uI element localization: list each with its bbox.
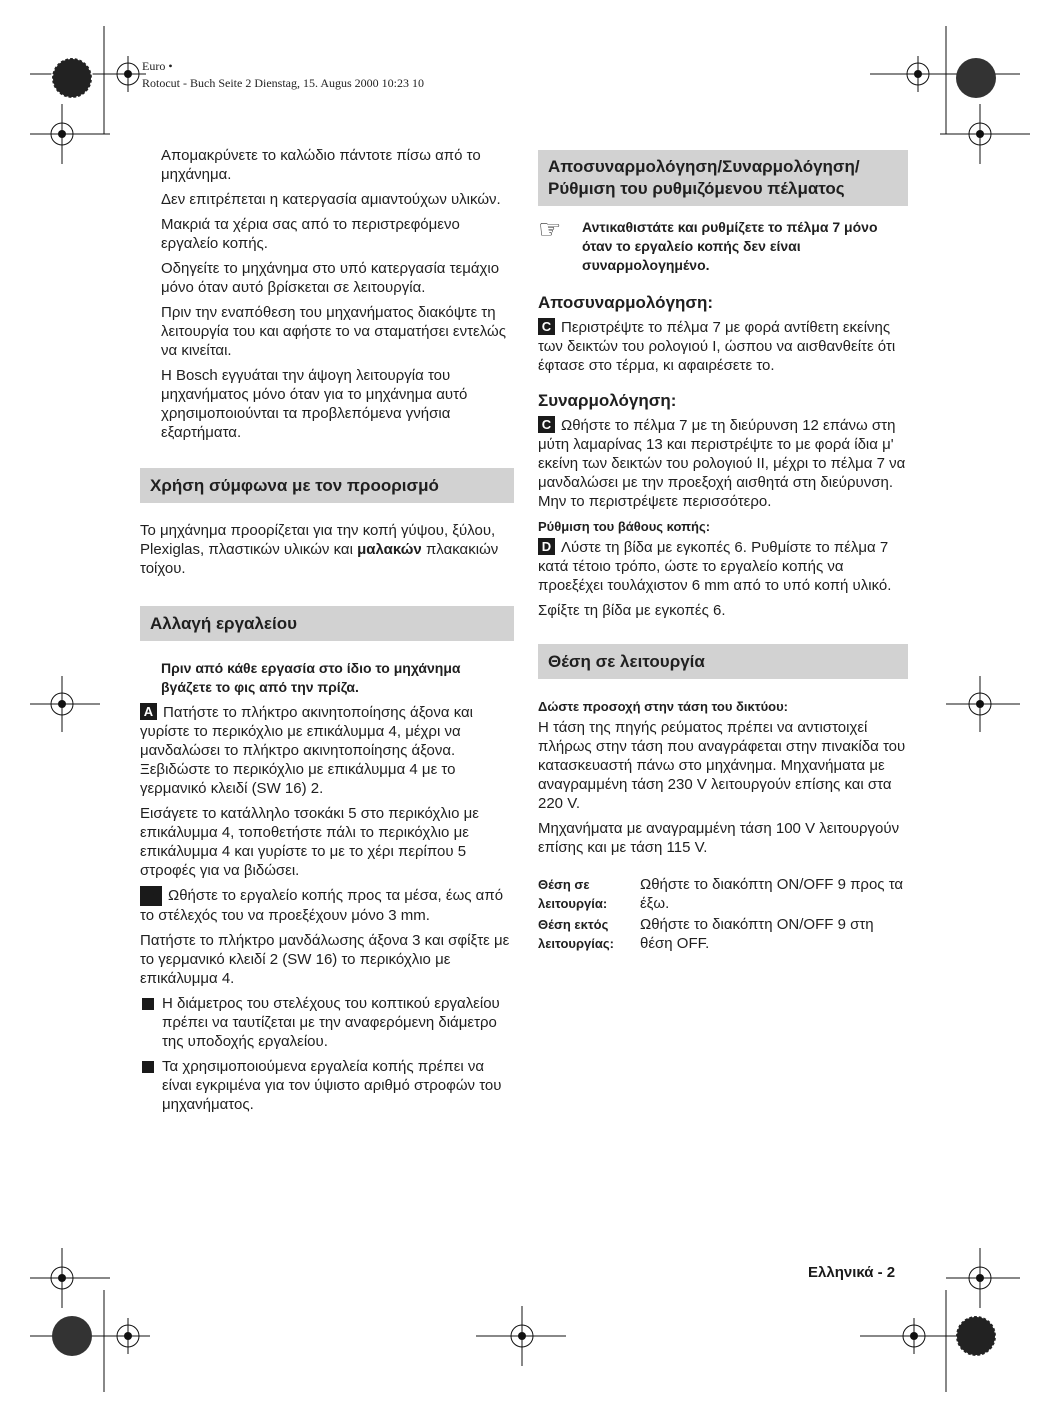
section-heading-intended-use: Χρήση σύμφωνα με τον προορισμό <box>140 468 514 503</box>
intro-paragraph: Οδηγείτε το μηχάνημα στο υπό κατεργασία τεμάχιο μόνο όταν αυτό βρίσκεται σε λειτουργία. <box>161 260 500 296</box>
figure-badge-c: C <box>538 416 555 433</box>
tighten-screw: Σφίξτε τη βίδα με εγκοπές 6. <box>538 602 726 619</box>
assembly-paragraph <box>538 416 908 511</box>
bullet-square-icon <box>142 1061 154 1073</box>
step-b-text: Ωθήστε το εργαλείο κοπής προς τα μέσα, έως από το στέλεχός του να προεξέχουν μόνο 3 mm. <box>140 887 504 924</box>
intended-use-tail: πλακακιών τοίχου. <box>140 541 499 577</box>
subheading-cutting-depth: Ρύθμιση του βάθους κοπής: <box>538 519 711 534</box>
intro-paragraph: Η Bosch εγγυάται την άψογη λειτουργία του μηχανήματος μόνο όταν για το μηχάνημα αυτό χρησιμοποιούνται τα προβλεπόμενα γνήσια εξαρτήματα. <box>161 367 468 441</box>
left-column <box>140 146 514 1120</box>
intro-paragraph: Απομακρύνετε το καλώδιο πάντοτε πίσω από το μηχάνημα. <box>161 147 481 183</box>
step-insert-collet: Εισάγετε το κατάλληλο τσοκάκι 5 στο περικόχλιο με επικάλυμμα 4, τοποθετήστε πάλι το περικόχλιο με επικάλυμμα 4 και γυρίστε το με το χέρι περίπου 5 στροφές για να βιδώσει. <box>140 805 479 879</box>
intro-paragraph: Μακριά τα χέρια σας από το περιστρεφόμενο εργαλείο κοπής. <box>161 216 460 252</box>
subheading-assembly: Συναρμολόγηση: <box>538 391 677 410</box>
subheading-mains-voltage: Δώστε προσοχή στην τάση του δικτύου: <box>538 699 789 714</box>
section-heading-base-plate: Αποσυναρμολόγηση/Συναρμολόγηση/ Ρύθμιση του ρυθμιζόμενου πέλματος <box>538 150 908 206</box>
section-heading-tool-change: Αλλαγή εργαλείου <box>140 606 514 641</box>
switch-on-description: Ωθήστε το διακόπτη ON/OFF 9 προς τα έξω. <box>640 876 904 912</box>
list-item <box>140 994 514 1051</box>
safety-intro <box>140 146 514 442</box>
intended-use-bold: μαλακών <box>357 541 422 558</box>
header-line-1: Euro • <box>142 59 173 73</box>
disassembly-paragraph <box>538 318 908 375</box>
unplug-warning: Πριν από κάθε εργασία στο ίδιο το μηχάνημα βγάζετε το φις από την πρίζα. <box>161 660 461 695</box>
cutting-depth-paragraph <box>538 538 908 595</box>
switch-off-description: Ωθήστε το διακόπτη ON/OFF 9 στη θέση OFF. <box>640 916 874 952</box>
voltage-paragraph: Μηχανήματα με αναγραμμένη τάση 100 V λειτουργούν επίσης και με τάση 115 V. <box>538 820 900 856</box>
subheading-disassembly: Αποσυναρμολόγηση: <box>538 293 714 312</box>
base-plate-note <box>538 214 908 275</box>
switch-instructions <box>538 875 908 953</box>
note-text: Αντικαθιστάτε και ρυθμίζετε το πέλμα 7 μόνο όταν το εργαλείο κοπής δεν είναι συναρμολογημένο. <box>582 219 878 273</box>
page-number: Ελληνικά - 2 <box>808 1264 896 1281</box>
figure-badge-d: D <box>538 538 555 555</box>
assembly-text: Ωθήστε το πέλμα 7 με τη διεύρυνση 12 επάνω στη μύτη λαμαρίνας 13 και περιστρέψτε το με φορά ίδια μ' εκείνη των δεικτών του ρολογιού II, μέχρι το πέλμα 7 να μανδαλώσει με την προεξοχή αισθητά στη διεύρυνση. Μην το περιστρέψετε περισσότερο. <box>538 417 906 510</box>
step-b-paragraph <box>140 886 514 925</box>
intro-paragraph: Δεν επιτρέπεται η κατεργασία αμιαντούχων υλικών. <box>161 191 501 208</box>
step-a-paragraph <box>140 703 514 798</box>
list-item <box>140 1057 514 1114</box>
section-heading-start-up: Θέση σε λειτουργία <box>538 644 908 679</box>
cutting-depth-text: Λύστε τη βίδα με εγκοπές 6. Ρυθμίστε το πέλμα 7 κατά τέτοιο τρόπο, ώστε το εργαλείο κοπής να προεξέχει τουλάχιστον 6 mm από το υπό κοπή υλικό. <box>538 539 892 594</box>
step-tighten: Πατήστε το πλήκτρο μανδάλωσης άξονα 3 και σφίξτε με το γερμανικό κλειδί 2 (SW 16) το περικόχλιο με επικάλυμμα 4. <box>140 932 510 987</box>
intro-paragraph: Πριν την εναπόθεση του μηχανήματος διακόψτε τη λειτουργία του και αφήστε το να σταματήσει εντελώς να κινείται. <box>161 304 506 359</box>
bullet-square-icon <box>142 998 154 1010</box>
switch-off-term: Θέση εκτός λειτουργίας: <box>538 917 614 951</box>
right-column <box>538 150 908 953</box>
bullet-text: Η διάμετρος του στελέχους του κοπτικού εργαλείου πρέπει να ταυτίζεται με την αναφερόμενη διάμετρο της υποδοχής εργαλείου. <box>162 995 500 1050</box>
switch-on-term: Θέση σε λειτουργία: <box>538 877 608 911</box>
step-a-text: Πατήστε το πλήκτρο ακινητοποίησης άξονα και γυρίστε το περικόχλιο με επικάλυμμα 4, μέχρι να μανδαλώσει το πλήκτρο ακινητοποίησης άξονα. Ξεβιδώστε το περικόχλιο με επικάλυμμα 4 με το γερμανικό κλειδί (SW 16) 2. <box>140 704 474 797</box>
header-line-2: Rotocut - Buch Seite 2 Dienstag, 15. Augus 2000 10:23 10 <box>142 76 424 90</box>
intended-use-paragraph <box>140 521 514 578</box>
voltage-paragraph: Η τάση της πηγής ρεύματος πρέπει να αντιστοιχεί πλήρως στην τάση που αναγράφεται στην πινακίδα του κατασκευαστή πάνω στο μηχάνημα. Μηχανήματα με αναγραμμένη τάση 230 V λειτουργούν επίσης και στα 220 V. <box>538 719 906 812</box>
bullet-text: Τα χρησιμοποιούμενα εργαλεία κοπής πρέπει να είναι εγκριμένα για τον ύψιστο αριθμό στροφών του μηχανήματος. <box>162 1058 502 1113</box>
figure-badge-a: A <box>140 703 157 720</box>
pointing-hand-icon: ☞ <box>538 214 562 244</box>
figure-badge-b: B <box>140 886 162 906</box>
figure-badge-c: C <box>538 318 555 335</box>
print-header <box>142 58 424 92</box>
intended-use-text: Το μηχάνημα προορίζεται για την κοπή γύψου, ξύλου, Plexiglas, πλαστικών υλικών και <box>140 522 496 558</box>
disassembly-text: Περιστρέψτε το πέλμα 7 με φορά αντίθετη εκείνης των δεικτών του ρολογιού I, ώσπου να αισθανθείτε ότι έφτασε στο τέρμα, κι αφαιρέσετε το. <box>538 319 896 374</box>
